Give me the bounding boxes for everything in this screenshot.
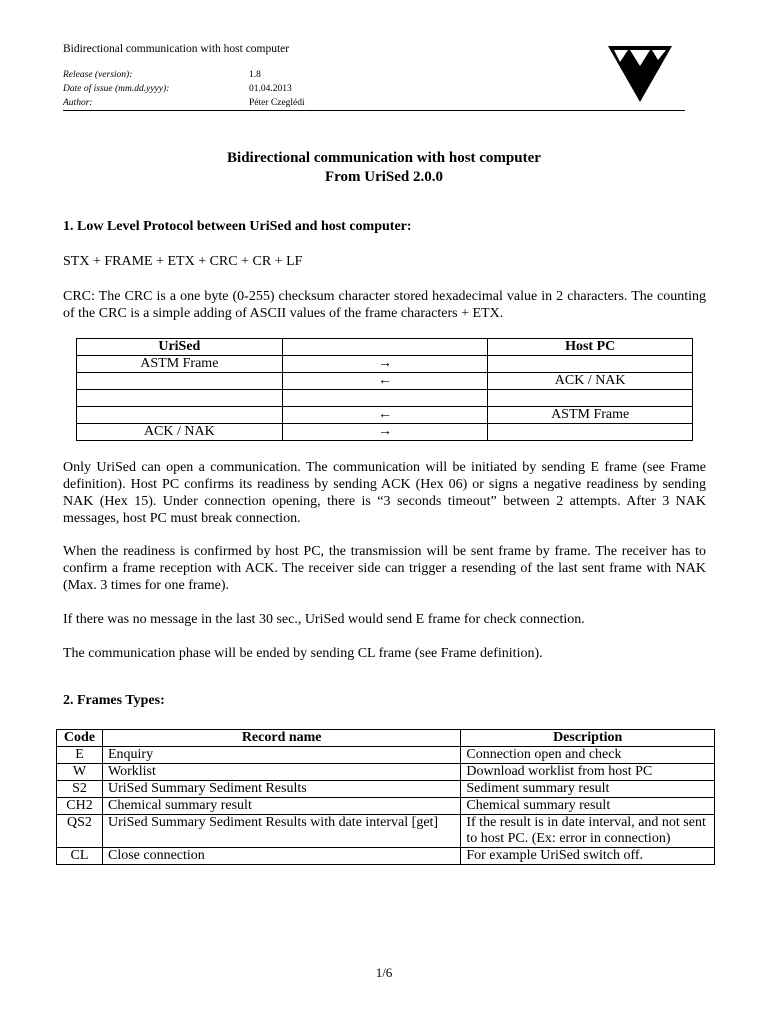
arrow-right-icon: → bbox=[282, 356, 488, 373]
author-label: Author: bbox=[63, 98, 93, 108]
description-cell: Download worklist from host PC bbox=[461, 764, 715, 781]
cell: ASTM Frame bbox=[77, 356, 283, 373]
record-name-cell: UriSed Summary Sediment Results with date interval [get] bbox=[102, 815, 460, 848]
doc-title-line2: From UriSed 2.0.0 bbox=[324, 169, 444, 185]
doc-title-line1: Bidirectional communication with host computer bbox=[227, 150, 541, 166]
cell: ASTM Frame bbox=[488, 407, 693, 424]
section1-heading: 1. Low Level Protocol between UriSed and host computer: bbox=[63, 219, 412, 234]
table-row bbox=[77, 424, 693, 441]
description-cell: For example UriSed switch off. bbox=[461, 848, 715, 865]
header-cell: Code bbox=[57, 730, 103, 747]
cell bbox=[488, 390, 693, 407]
header-cell: Host PC bbox=[488, 339, 693, 356]
record-name-cell: UriSed Summary Sediment Results bbox=[102, 781, 460, 798]
cell: ACK / NAK bbox=[488, 373, 693, 390]
crc-paragraph: CRC: The CRC is a one byte (0-255) checksum character stored hexadecimal value in 2 characters. The counting of the CRC is a simple adding of ASCII values of the frame characters + ETX. bbox=[63, 289, 706, 321]
section2-heading: 2. Frames Types: bbox=[63, 693, 165, 708]
table-header-row bbox=[77, 339, 693, 356]
code-cell: CL bbox=[57, 848, 103, 865]
header-cell: Description bbox=[461, 730, 715, 747]
record-name-cell: Worklist bbox=[102, 764, 460, 781]
date-label: Date of issue (mm.dd.yyyy): bbox=[63, 84, 170, 94]
table-row bbox=[57, 781, 715, 798]
end-paragraph: The communication phase will be ended by sending CL frame (see Frame definition). bbox=[63, 646, 543, 661]
description-cell: Connection open and check bbox=[461, 747, 715, 764]
table-row bbox=[57, 798, 715, 815]
code-cell: E bbox=[57, 747, 103, 764]
arrow-right-icon: → bbox=[282, 424, 488, 441]
table-row bbox=[77, 390, 693, 407]
table-row bbox=[57, 764, 715, 781]
cell bbox=[488, 424, 693, 441]
table-row bbox=[57, 747, 715, 764]
cell: ACK / NAK bbox=[77, 424, 283, 441]
cell bbox=[77, 390, 283, 407]
release-value: 1.8 bbox=[249, 70, 261, 80]
table-row bbox=[57, 848, 715, 865]
record-name-cell: Enquiry bbox=[102, 747, 460, 764]
description-cell: Chemical summary result bbox=[461, 798, 715, 815]
table-row bbox=[77, 356, 693, 373]
header-cell bbox=[282, 339, 488, 356]
header-title: Bidirectional communication with host computer bbox=[63, 43, 290, 55]
record-name-cell: Chemical summary result bbox=[102, 798, 460, 815]
table-row bbox=[57, 815, 715, 848]
no-message-paragraph: If there was no message in the last 30 sec., UriSed would send E frame for check connection. bbox=[63, 612, 585, 627]
protocol-line: STX + FRAME + ETX + CRC + CR + LF bbox=[63, 254, 303, 269]
cell bbox=[77, 407, 283, 424]
page-number: 1/6 bbox=[375, 965, 393, 980]
company-logo-icon bbox=[606, 44, 674, 104]
cell bbox=[488, 356, 693, 373]
header-rule bbox=[63, 110, 685, 111]
release-label: Release (version): bbox=[63, 70, 133, 80]
cell bbox=[282, 390, 488, 407]
open-paragraph: Only UriSed can open a communication. The communication will be initiated by sending E frame (see Frame definition). Host PC confirms its readiness by sending ACK (Hex 06) or signs a negative readiness by sending NAK (Hex 15). Under connection opening, there is “3 seconds timeout” between 2 attempts. After 3 NAK messages, host PC must break connection. bbox=[63, 460, 706, 526]
record-name-cell: Close connection bbox=[102, 848, 460, 865]
code-cell: CH2 bbox=[57, 798, 103, 815]
protocol-table bbox=[76, 338, 693, 441]
date-value: 01.04.2013 bbox=[249, 84, 292, 94]
cell bbox=[77, 373, 283, 390]
frames-table bbox=[56, 729, 715, 865]
table-row bbox=[77, 373, 693, 390]
table-header-row bbox=[57, 730, 715, 747]
header-cell: UriSed bbox=[77, 339, 283, 356]
author-value: Péter Czeglédi bbox=[249, 98, 305, 108]
description-cell: Sediment summary result bbox=[461, 781, 715, 798]
readiness-paragraph: When the readiness is confirmed by host PC, the transmission will be sent frame by frame. The receiver has to confirm a frame reception with ACK. The receiver side can trigger a resending of the last sent frame with NAK (Max. 3 times for one frame). bbox=[63, 544, 706, 593]
code-cell: QS2 bbox=[57, 815, 103, 848]
arrow-left-icon: ← bbox=[282, 373, 488, 390]
code-cell: S2 bbox=[57, 781, 103, 798]
arrow-left-icon: ← bbox=[282, 407, 488, 424]
code-cell: W bbox=[57, 764, 103, 781]
description-cell: If the result is in date interval, and not sent to host PC. (Ex: error in connection) bbox=[461, 815, 715, 848]
header-cell: Record name bbox=[102, 730, 460, 747]
table-row bbox=[77, 407, 693, 424]
